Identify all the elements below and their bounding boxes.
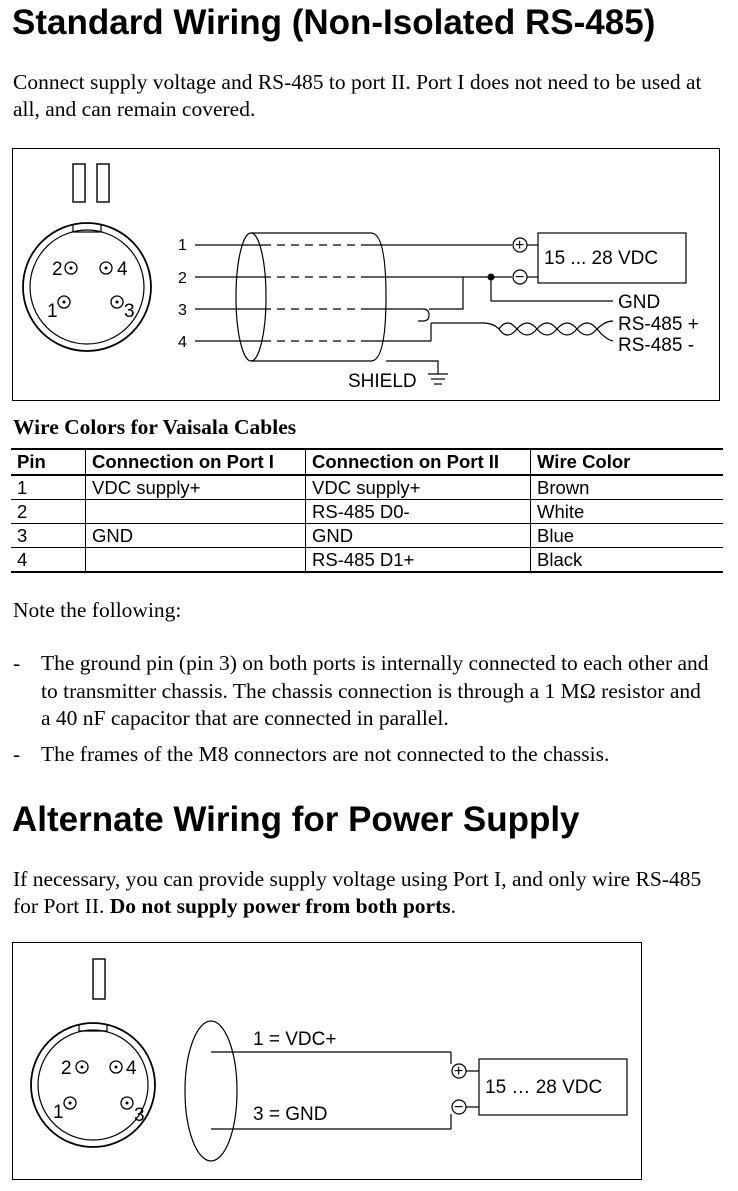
cell-wire-color: Black bbox=[531, 548, 724, 573]
cell-pin: 4 bbox=[11, 548, 86, 573]
note-text: The frames of the M8 connectors are not connected to the chassis. bbox=[41, 741, 610, 766]
plus-terminal: + bbox=[515, 237, 525, 254]
standard-wiring-diagram bbox=[12, 148, 720, 401]
notes-list bbox=[13, 650, 713, 776]
connector-pin-1-label: 1 bbox=[53, 1102, 64, 1123]
connector-pin-4-label: 4 bbox=[126, 1058, 137, 1079]
header-port-ii: Connection on Port II bbox=[306, 449, 531, 475]
wire-number-1: 1 bbox=[178, 237, 187, 254]
header-wire-color: Wire Color bbox=[531, 449, 724, 475]
cell-port-i bbox=[86, 548, 306, 573]
standard-wiring-svg bbox=[13, 149, 721, 402]
junction-dot bbox=[488, 274, 495, 281]
connector-pin-3-label: 3 bbox=[124, 301, 135, 322]
alternate-wiring-intro bbox=[13, 866, 725, 920]
connector-pin-2-label: 2 bbox=[61, 1058, 72, 1079]
intro-warning: Do not supply power from both ports bbox=[109, 894, 451, 918]
cell-port-ii: GND bbox=[306, 524, 531, 548]
intro-end: . bbox=[450, 894, 456, 918]
wire-1-label: 1 = VDC+ bbox=[253, 1029, 337, 1050]
table-row bbox=[11, 500, 723, 524]
cell-wire-color: Brown bbox=[531, 475, 724, 500]
connector-pin-4-label: 4 bbox=[117, 259, 128, 280]
section-heading-alternate-wiring: Alternate Wiring for Power Supply bbox=[12, 800, 580, 839]
list-item bbox=[13, 650, 713, 733]
rs485-minus-label: RS-485 - bbox=[618, 335, 695, 356]
table-row bbox=[11, 548, 723, 573]
cell-port-ii: VDC supply+ bbox=[306, 475, 531, 500]
table-header-row bbox=[11, 449, 723, 475]
table-row bbox=[11, 524, 723, 548]
cell-wire-color: White bbox=[531, 500, 724, 524]
rs485-plus-label: RS-485 + bbox=[618, 314, 699, 335]
cell-wire-color: Blue bbox=[531, 524, 724, 548]
connector-pin-2-label: 2 bbox=[52, 259, 63, 280]
connector-port-i bbox=[31, 1023, 155, 1147]
bullet-dash: - bbox=[13, 741, 21, 766]
table-row bbox=[11, 475, 723, 500]
connector-pin-3-label: 3 bbox=[134, 1105, 145, 1126]
supply-voltage-label: 15 ... 28 VDC bbox=[544, 248, 659, 269]
cell-port-i: GND bbox=[86, 524, 306, 548]
cell-port-ii: RS-485 D1+ bbox=[306, 548, 531, 573]
shield-label: SHIELD bbox=[348, 371, 417, 392]
intro-text: If necessary, you can provide supply voltage using Port I, and only wire RS-485 for Port II. bbox=[13, 867, 702, 918]
section-heading-standard-wiring: Standard Wiring (Non-Isolated RS-485) bbox=[12, 3, 656, 42]
wire-colors-caption: Wire Colors for Vaisala Cables bbox=[13, 415, 297, 439]
note-text: The ground pin (pin 3) on both ports is internally connected to each other and to transmitter chassis. The chassis connection is through a 1 MΩ resistor and a 40 nF capacitor that are connected in parallel. bbox=[41, 651, 709, 730]
wire-number-2: 2 bbox=[178, 270, 187, 287]
connector-port-ii bbox=[23, 223, 151, 351]
wire-colors-table bbox=[11, 448, 723, 573]
header-pin: Pin bbox=[11, 449, 86, 475]
port-i-symbol bbox=[93, 959, 105, 999]
wire-number-4: 4 bbox=[178, 334, 187, 351]
list-item bbox=[13, 741, 713, 769]
plus-terminal: + bbox=[454, 1063, 464, 1080]
bullet-dash: - bbox=[13, 651, 21, 675]
connector-pin-1-label: 1 bbox=[47, 301, 58, 322]
cell-port-ii: RS-485 D0- bbox=[306, 500, 531, 524]
cell-pin: 3 bbox=[11, 524, 86, 548]
alternate-wiring-svg bbox=[13, 943, 643, 1181]
minus-terminal: − bbox=[515, 269, 525, 286]
cell-port-i bbox=[86, 500, 306, 524]
standard-wiring-intro: Connect supply voltage and RS-485 to port II. Port I does not need to be used at all, and can remain covered. bbox=[13, 70, 702, 121]
minus-terminal: − bbox=[454, 1099, 464, 1116]
alternate-wiring-diagram bbox=[12, 942, 642, 1180]
notes-intro: Note the following: bbox=[13, 598, 182, 622]
gnd-label: GND bbox=[618, 292, 661, 313]
wire-3-label: 3 = GND bbox=[253, 1104, 328, 1125]
port-ii-symbol bbox=[73, 164, 109, 202]
cell-pin: 1 bbox=[11, 475, 86, 500]
supply-voltage-label: 15 … 28 VDC bbox=[485, 1077, 603, 1098]
cell-port-i: VDC supply+ bbox=[86, 475, 306, 500]
header-port-i: Connection on Port I bbox=[86, 449, 306, 475]
wire-number-3: 3 bbox=[178, 302, 187, 319]
cell-pin: 2 bbox=[11, 500, 86, 524]
